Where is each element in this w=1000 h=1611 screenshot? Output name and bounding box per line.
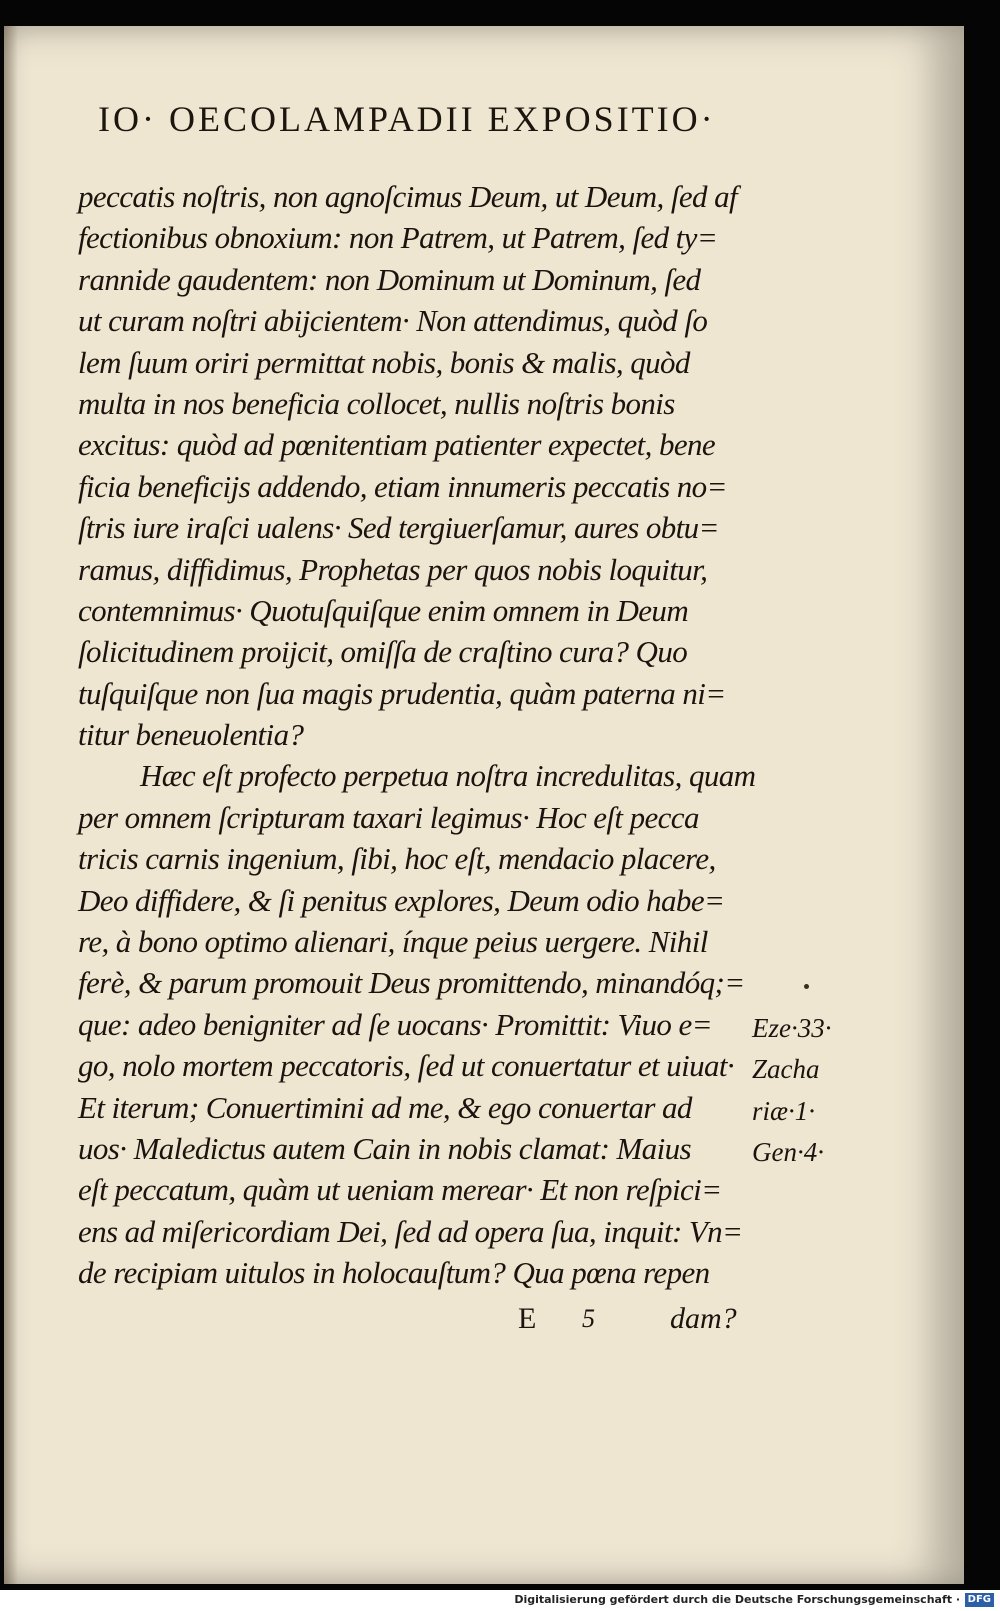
margin-note: Eze·33· bbox=[752, 1013, 832, 1043]
dfg-logo: DFG bbox=[965, 1593, 994, 1607]
text-line: eſt peccatum, quàm ut ueniam merear· Et non reſpici= bbox=[78, 1172, 722, 1208]
text-line: excitus: quòd ad pœnitentiam patienter expectet, bene bbox=[78, 427, 716, 463]
text-line: Deo diffidere, & ſi penitus explores, Deum odio habe= bbox=[78, 882, 725, 918]
signature-line bbox=[500, 1302, 760, 1342]
text-line: ficia beneficijs addendo, etiam innumeris peccatis no= bbox=[78, 468, 727, 504]
text-line: rannide gaudentem: non Dominum ut Dominum, ſed bbox=[78, 261, 701, 297]
text-line: re, à bono optimo alienari, ínque peius uergere. Nihil bbox=[78, 924, 708, 960]
text-line: ferè, & parum promouit Deus promittendo, minandóq;= bbox=[78, 965, 745, 1001]
text-line: ramus, diffidimus, Prophetas per quos nobis loquitur, bbox=[78, 551, 708, 587]
text-line: ut curam noſtri abijcientem· Non attendimus, quòd ſo bbox=[78, 303, 708, 339]
margin-mark bbox=[804, 984, 809, 989]
text-line: Et iterum; Conuertimini ad me, & ego conuertar ad bbox=[78, 1089, 692, 1125]
margin-notes bbox=[752, 1008, 862, 1174]
text-line: ſolicitudinem proijcit, omiſſa de craſtino cura? Quo bbox=[78, 634, 688, 670]
text-line: lem ſuum oriri permittat nobis, bonis & malis, quòd bbox=[78, 344, 690, 380]
margin-note: riæ·1· bbox=[752, 1095, 816, 1126]
signature-number: 5 bbox=[582, 1304, 595, 1333]
text-line: peccatis noſtris, non agnoſcimus Deum, ut Deum, ſed af bbox=[78, 179, 737, 214]
text-line: contemnimus· Quotuſquiſque enim omnem in Deum bbox=[78, 592, 689, 628]
text-line: que: adeo benigniter ad ſe uocans· Promittit: Viuo e= bbox=[78, 1006, 712, 1042]
text-line: uos· Maledictus autem Cain in nobis clamat: Maius bbox=[78, 1130, 691, 1166]
running-head: IO· OECOLAMPADII EXPOSITIO· bbox=[98, 99, 716, 139]
body-text bbox=[78, 176, 758, 1294]
text-line: tricis carnis ingenium, ſibi, hoc eſt, mendacio placere, bbox=[78, 841, 716, 877]
text-line: ens ad miſericordiam Dei, ſed ad opera ſua, inquit: Vn= bbox=[78, 1213, 743, 1249]
text-line: tuſquiſque non ſua magis prudentia, quàm paterna ni= bbox=[78, 675, 726, 711]
page-gutter-shadow bbox=[4, 26, 18, 1584]
catchword: dam? bbox=[670, 1302, 737, 1335]
text-line: ſtris iure iraſci ualens· Sed tergiuerſamur, aures obtu= bbox=[78, 510, 719, 546]
text-line: fectionibus obnoxium: non Patrem, ut Patrem, ſed ty= bbox=[78, 220, 718, 256]
margin-note: Gen·4· bbox=[752, 1137, 824, 1168]
text-line: de recipiam uitulos in holocauſtum? Qua pœna repen bbox=[78, 1255, 710, 1291]
text-line: go, nolo mortem peccatoris, ſed ut conuertatur et uiuat· bbox=[78, 1048, 735, 1084]
text-line: per omnem ſcripturam taxari legimus· Hoc eſt pecca bbox=[78, 799, 699, 835]
text-line: titur beneuolentia? bbox=[78, 717, 304, 753]
text-line: Hæc eſt profecto perpetua noſtra incredulitas, quam bbox=[140, 758, 756, 794]
footer-credit: Digitalisierung gefördert durch die Deutsche Forschungsgemeinschaft · bbox=[514, 1593, 960, 1606]
margin-note: Zacha bbox=[752, 1054, 820, 1085]
text-line: multa in nos beneficia collocet, nullis noſtris bonis bbox=[78, 385, 675, 421]
signature-mark: E bbox=[518, 1302, 537, 1335]
